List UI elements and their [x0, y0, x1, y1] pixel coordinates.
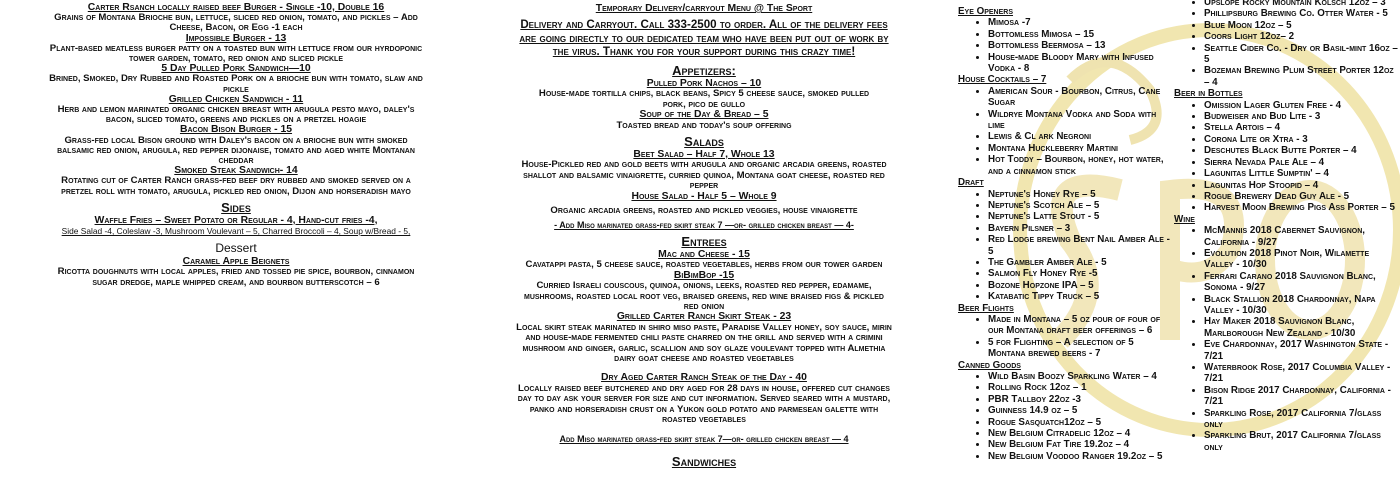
- section-heading: Dessert: [215, 241, 257, 256]
- drink-item: • Montana Huckleberry Martini: [988, 143, 1173, 154]
- drink-list: [958, 189, 1173, 303]
- drink-item: • Lewis & Cl ark Negroni: [988, 131, 1173, 142]
- menu-item-title: Grilled Carter Ranch Skirt Steak - 23: [616, 311, 792, 323]
- drink-item: • Bottomless Mimosa – 15: [988, 29, 1173, 40]
- drink-list: [1174, 0, 1400, 88]
- drink-item: • Corona Lite or Xtra - 3: [1204, 134, 1400, 145]
- section-heading: Sides: [221, 199, 251, 215]
- sides-list: Side Salad -4, Coleslaw -3, Mushroom Voulevant – 5, Charred Broccoli – 4, Soup w/Bread - 5,: [61, 226, 411, 237]
- drink-item: • Sparkling Rose, 2017 California 7/glass only: [1204, 408, 1400, 431]
- section-heading: Sandwiches: [671, 453, 737, 469]
- menu-description: Grains of Montana Brioche bun, lettuce, sliced red onion, tomato, and pickles – Add Cheese, Bacon, or Egg -1 each: [54, 12, 418, 34]
- drink-item: • Deschutes Black Butte Porter – 4: [1204, 145, 1400, 156]
- menu-description: Plant-based meatless burger patty on a toasted bun with lettuce from our hyrdoponic tower garden, tomato, red onion and sliced pickle: [49, 42, 423, 65]
- menu-description: Cavatappi pasta, 5 cheese sauce, roasted vegetables, herbs from our tower garden: [525, 259, 883, 271]
- drink-item: • Mimosa -7: [988, 17, 1173, 28]
- drink-item: • Rogue Sasquatch12oz – 5: [988, 417, 1173, 428]
- drink-item: • The Gambler Amber Ale - 5: [988, 257, 1173, 268]
- drink-list: [1174, 100, 1400, 214]
- menu-description: pork, pico de gullo: [662, 98, 746, 110]
- menu-description: Locally raised beef butchered and dry aged for 28 days in house, offered cut changes day to day ask your server for size and cut information. Served seared with a mustard, panko and horseradish crust on a Yukon gold potato and parmesean galette with roasted vegetables: [517, 382, 891, 425]
- drink-item: • Neptune's Scotch Ale – 5: [988, 200, 1173, 211]
- drink-item: • McMannis 2018 Cabernet Sauvignon, California - 9/27: [1204, 225, 1400, 248]
- drink-item: • Evolution 2018 Pinot Noir, Wilamette Valley - 10/30: [1204, 248, 1400, 271]
- drink-item: • Neptune's Latte Stout - 5: [988, 211, 1173, 222]
- drink-item: • Neptune's Honey Rye – 5: [988, 189, 1173, 200]
- menu-item-title: House Salad - Half 5 – Whole 9: [631, 190, 777, 202]
- drinks-column-1: [958, 6, 1173, 462]
- drink-list: [958, 371, 1173, 462]
- drink-item: • Sierra Nevada Pale Ale – 4: [1204, 157, 1400, 168]
- add-on-note: - Add Miso marinated grass-fed skirt steak 7 —or- grilled chicken breast — 4-: [554, 220, 854, 231]
- drink-item: • American Sour - Bourbon, Citrus, Cane Sugar: [988, 86, 1173, 109]
- drink-item: • Sparkling Brut, 2017 California 7/glass only: [1204, 430, 1400, 453]
- delivery-notice: Delivery and Carryout. Call 333-2500 to order. All of the delivery fees are going directly to our dedicated team who have been put out of work by the virus. Thank you for your support during this crazy time!: [519, 18, 889, 58]
- drink-item: • Eve Chardonnay, 2017 Washington State - 7/21: [1204, 339, 1400, 362]
- drink-item: • Black Stallion 2018 Chardonnay, Napa Valley - 10/30: [1204, 294, 1400, 317]
- drink-list: [1174, 225, 1400, 453]
- drink-item: • Stella Artois – 4: [1204, 122, 1400, 133]
- drink-list: [958, 17, 1173, 74]
- drink-item: • Hay Maker 2018 Sauvignon Blanc, Marlborough New Zealand - 10/30: [1204, 316, 1400, 339]
- menu-description: Curried Israeli couscous, quinoa, onions, leeks, roasted red pepper, edamame, mushrooms, roasted local root veg, braised greens, red wine braised figs & pickled red onion: [524, 280, 884, 312]
- menu-description: Toasted bread and today's soup offering: [616, 119, 792, 131]
- drink-section-heading: Eye Openers: [958, 6, 1014, 17]
- sandwiches-sides-dessert-column: [48, 3, 424, 288]
- drink-item: • Waterbrook Rose, 2017 Columbia Valley - 7/21: [1204, 362, 1400, 385]
- drink-item: • Bozone Hopzone IPA – 5: [988, 280, 1173, 291]
- drink-section-heading: Beer in Bottles: [1174, 88, 1243, 100]
- menu-item-title: Bacon Bison Burger - 15: [179, 124, 293, 136]
- menu-item-title: Smoked Steak Sandwich- 14: [174, 165, 298, 177]
- menu-item-title: Grilled Chicken Sandwich - 11: [168, 93, 304, 105]
- drink-section-heading: House Cocktails – 7: [958, 74, 1047, 86]
- drink-item: • Harvest Moon Brewing Pigs Ass Porter – 5: [1204, 202, 1400, 213]
- drink-item: • Bozeman Brewing Plum Street Porter 12oz – 4: [1204, 65, 1400, 88]
- drink-item: • Seattle Cider Co. - Dry or Basil-mint 16oz – 5: [1204, 43, 1400, 66]
- menu-item-title: 5 Day Pulled Pork Sandwich—10: [161, 63, 311, 75]
- drink-item: • Blue Moon 12oz – 5: [1204, 20, 1400, 31]
- drink-item: • 5 for Flighting – A selection of 5 Montana brewed beers - 7: [988, 337, 1173, 360]
- drink-item: • New Belgium Citradelic 12oz – 4: [988, 428, 1173, 439]
- menu-description: House-made tortilla chips, black beans, Spicy 5 cheese sauce, smoked pulled: [538, 88, 870, 100]
- menu-item-title: Impossible Burger - 13: [185, 32, 287, 44]
- menu-item-title: Caramel Apple Beignets: [182, 256, 290, 268]
- drink-list: [958, 86, 1173, 177]
- section-heading: Appetizers:: [672, 63, 736, 79]
- drink-item: • New Belgium Voodoo Ranger 19.2oz – 5: [988, 451, 1173, 462]
- drink-item: • Omission Lager Gluten Free - 4: [1204, 100, 1400, 111]
- drink-item: • Bottomless Beermosa – 13: [988, 40, 1173, 51]
- menu-description: House-Pickled red and gold beets with arugula and organic arcadia greens, roasted shallot and balsamic vinaigrette, curried quinoa, Montana goat cheese, roasted red pepper: [521, 159, 887, 192]
- menu-item-title: Waffle Fries – Sweet Potato or Regular - 4, Hand-cut fries -4,: [94, 214, 378, 226]
- section-heading: Entrees: [681, 233, 727, 249]
- drink-item: • Wild Basin Boozy Sparkling Water – 4: [988, 371, 1173, 382]
- menu-item-title: Carter Rsanch locally raised beef Burger - Single -10, Double 16: [87, 2, 385, 13]
- menu-description: Local skirt steak marinated in shiro miso paste, Paradise Valley honey, soy sauce, mirin and house-made fermented chili paste charred on the grill and served with a crimini mushroom and ginger, garlic, scallion and soy glaze voulevant topped with Almethia dairy goat cheese and roasted vegetables: [516, 321, 892, 364]
- drink-section-heading: Draft: [958, 177, 984, 189]
- drink-item: • Salmon Fly Honey Rye -5: [988, 268, 1173, 279]
- drink-item: • New Belgium Fat Tire 19.2oz – 4: [988, 439, 1173, 450]
- menu-item-title: Temporary Delivery/carryout Menu @ The Sport: [595, 3, 813, 14]
- drink-item: • PBR Tallboy 22oz -3: [988, 394, 1173, 405]
- drink-item: • Made in Montana – 5 oz pour of four of our Montana draft beer offerings – 6: [988, 314, 1173, 337]
- menu-item-title: Soup of the Day & Bread – 5: [639, 109, 769, 121]
- menu-description: Brined, Smoked, Dry Rubbed and Roasted Pork on a brioche bun with tomato, slaw and pickle: [49, 73, 423, 95]
- drink-item: • House-made Bloody Mary with Infused Vodka - 8: [988, 52, 1173, 75]
- menu-item-title: Mac and Cheese - 15: [658, 248, 750, 260]
- drink-item: • Guinness 14.9 oz – 5: [988, 405, 1173, 416]
- section-heading: Salads: [684, 134, 724, 150]
- add-on-note: Add Miso marinated grass-fed skirt steak 7—or- grilled chicken breast — 4: [559, 434, 849, 445]
- menu-description: Organic arcadia greens, roasted and pickled veggies, house vinaigrette: [550, 205, 858, 217]
- menu-description: Herb and lemon marinated organic chicken breast with arugula pesto mayo, daley's bacon, sliced tomato, greens and pickles on a pretzel hoagie: [57, 104, 415, 126]
- menu-item-title: BiBimBop -15: [673, 269, 735, 281]
- drink-item: • Lagunitas Little Sumptin' – 4: [1204, 168, 1400, 179]
- drink-list: [958, 314, 1173, 360]
- drink-item: • Bayern Pilsner – 3: [988, 223, 1173, 234]
- drink-item: • Budweiser and Bud Lite - 3: [1204, 111, 1400, 122]
- drink-section-heading: Wine: [1174, 213, 1195, 225]
- drink-item: • Lagunitas Hop Stoopid – 4: [1204, 180, 1400, 191]
- drinks-column-2: [1174, 0, 1400, 453]
- drink-item: • Hot Toddy – Bourbon, honey, hot water, and a cinnamon stick: [988, 154, 1173, 177]
- drink-item: • Bison Ridge 2017 Chardonnay, California - 7/21: [1204, 385, 1400, 408]
- drink-item: • Rolling Rock 12oz – 1: [988, 382, 1173, 393]
- menu-item-title: Dry Aged Carter Ranch Steak of the Day - 40: [601, 372, 807, 384]
- drink-item: • Phillipsburg Brewing Co. Otter Water - 5: [1204, 8, 1400, 19]
- drink-item: • Wildrye Montana Vodka and Soda with lime: [988, 109, 1173, 132]
- drink-section-heading: Beer Flights: [958, 302, 1014, 314]
- drink-item: • Ferrari Carano 2018 Sauvignon Blanc, Sonoma - 9/27: [1204, 271, 1400, 294]
- drink-item: • Coors Light 12oz– 2: [1204, 31, 1400, 42]
- delivery-menu-column: [516, 4, 892, 470]
- menu-item-title: Beet Salad – Half 7, Whole 13: [633, 149, 775, 161]
- drink-item: • Red Lodge brewing Bent Nail Amber Ale - 5: [988, 234, 1173, 257]
- drink-item: • Upslope Rocky Mountain Kolsch 12oz – 3: [1204, 0, 1400, 8]
- menu-description: Ricotta doughnuts with local apples, fried and tossed pie spice, bourbon, cinnamon sugar dredge, maple whipped cream, and bourbon butterscotch – 6: [57, 266, 415, 288]
- drink-item: • Katabatic Tippy Truck – 5: [988, 291, 1173, 302]
- menu-item-title: Pulled Pork Nachos – 10: [646, 78, 762, 90]
- menu-description: Grass-fed local Bison ground with Daley's bacon on a brioche bun with smoked balsamic red onion, arugula, red pepper dijonaise, tomato and aged white Montanan cheddar: [57, 134, 415, 167]
- drink-item: • Rogue Brewery Dead Guy Ale - 5: [1204, 191, 1400, 202]
- drink-section-heading: Canned Goods: [958, 359, 1021, 371]
- menu-description: Rotating cut of Carter Ranch grass-fed beef dry rubbed and smoked served on a pretzel roll with tomato, arugula, pickled red onion, Dijon and horseradish mayo: [61, 175, 411, 197]
